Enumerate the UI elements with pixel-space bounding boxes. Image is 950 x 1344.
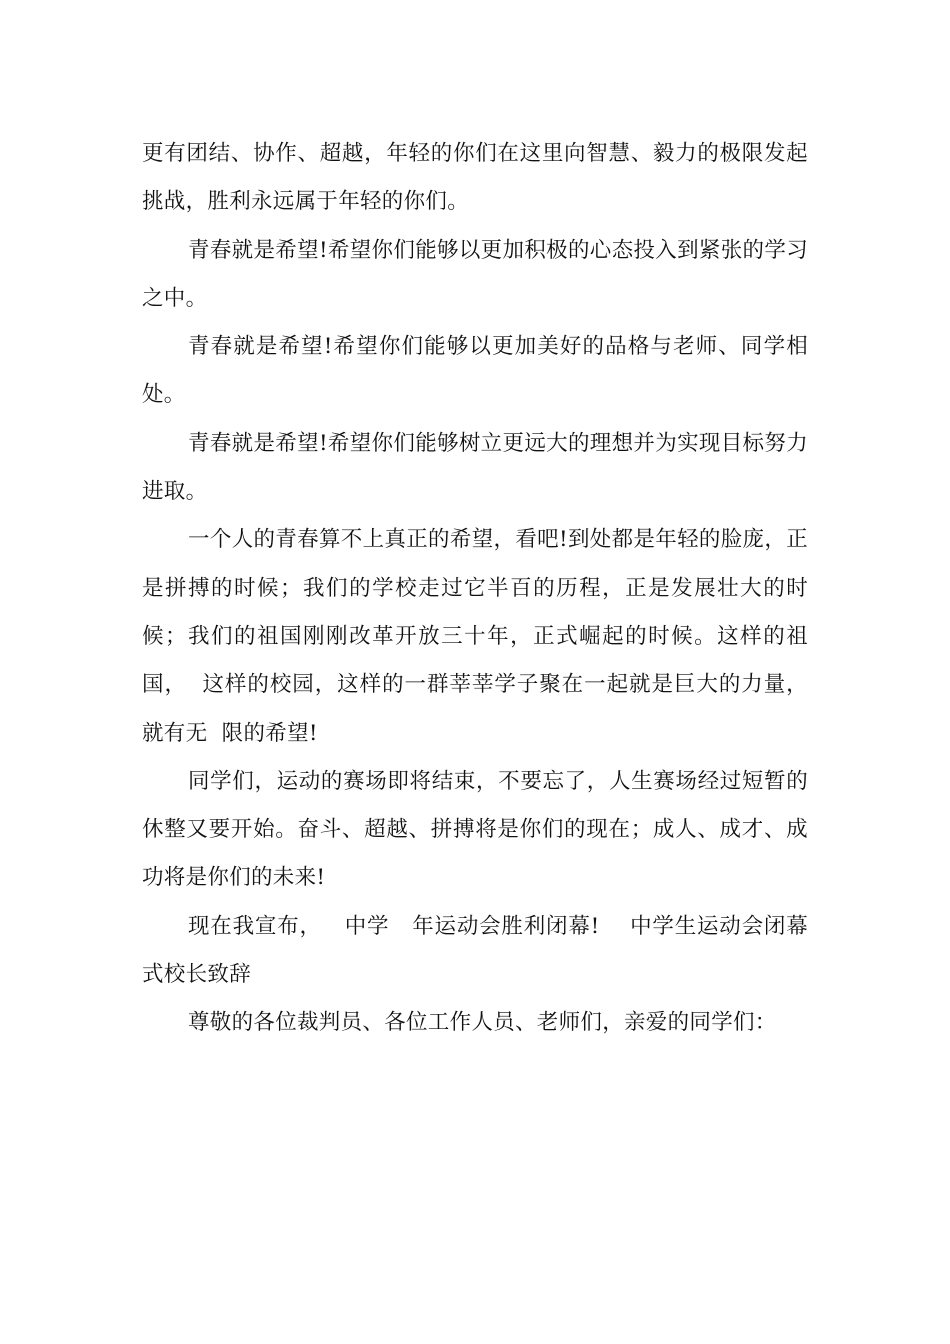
paragraph-3: 青春就是希望!希望你们能够以更加美好的品格与老师、同学相处。 <box>142 334 808 408</box>
paragraph-8: 尊敬的各位裁判员、各位工作人员、老师们，亲爱的同学们： <box>188 1010 777 1036</box>
paragraph-7: 现在我宣布， 中学 年运动会胜利闭幕! 中学生运动会闭幕式校长致辞 <box>142 913 808 988</box>
paragraph-4: 青春就是希望!希望你们能够树立更远大的理想并为实现目标努力进取。 <box>142 430 808 505</box>
paragraph-2: 青春就是希望!希望你们能够以更加积极的心态投入到紧张的学习之中。 <box>142 237 808 311</box>
paragraph-1: 更有团结、协作、超越，年轻的你们在这里向智慧、毅力的极限发起挑战，胜利永远属于年轻的你们。 <box>142 141 808 215</box>
paragraph-6: 同学们，运动的赛场即将结束，不要忘了，人生赛场经过短暂的休整又要开始。奋斗、超越、拼搏将是你们的现在；成人、成才、成功将是你们的未来! <box>142 768 808 891</box>
paragraph-5: 一个人的青春算不上真正的希望，看吧!到处都是年轻的脸庞，正是拼搏的时候；我们的学校走过它半百的历程，正是发展壮大的时候；我们的祖国刚刚改革开放三十年，正式崛起的时候。这样的祖国， 这样的校园，这样的一群莘莘学子聚在一起就是巨大的力量，就有无 限的希望! <box>142 527 808 746</box>
document-body <box>142 130 808 1048</box>
